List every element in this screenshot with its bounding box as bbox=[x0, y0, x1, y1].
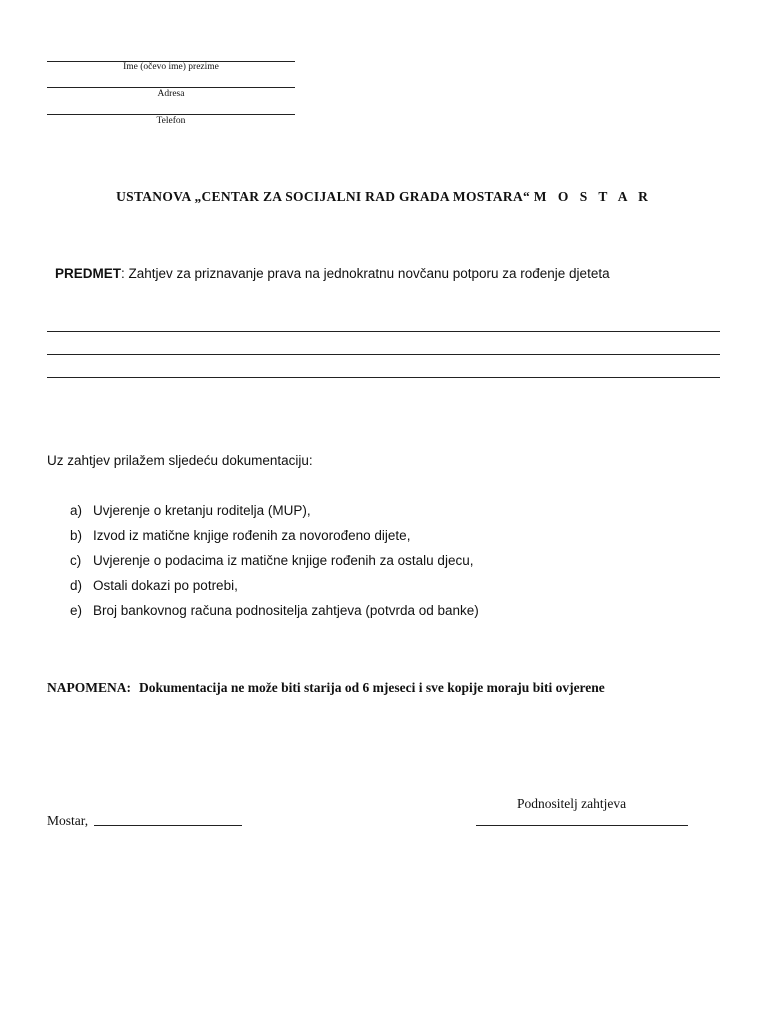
list-item-letter: a) bbox=[70, 503, 83, 518]
institution-city: M O S T A R bbox=[533, 189, 652, 204]
institution-heading bbox=[0, 189, 768, 205]
list-item bbox=[70, 602, 479, 627]
list-item bbox=[70, 552, 479, 577]
list-item-text: Uvjerenje o podacima iz matične knjige rođenih za ostalu djecu, bbox=[93, 553, 474, 568]
subject-label: PREDMET bbox=[55, 266, 122, 281]
list-item-text: Uvjerenje o kretanju roditelja (MUP), bbox=[93, 503, 311, 518]
list-item bbox=[70, 502, 479, 527]
note-text: Dokumentacija ne može biti starija od 6 mjeseci i sve kopije moraju biti ovjerene bbox=[139, 680, 605, 695]
applicant-label: Podnositelj zahtjeva bbox=[517, 796, 627, 811]
subject-line bbox=[55, 266, 610, 281]
subject-text: : Zahtjev za priznavanje prava na jednokratnu novčanu potporu za rođenje djeteta bbox=[121, 266, 610, 281]
list-item-text: Izvod iz matične knjige rođenih za novorođeno dijete, bbox=[93, 528, 411, 543]
list-item bbox=[70, 577, 479, 602]
blank-line-2 bbox=[47, 354, 720, 355]
list-item-letter: e) bbox=[70, 603, 83, 618]
attachments-intro: Uz zahtjev prilažem sljedeću dokumentaciju: bbox=[47, 453, 313, 468]
address-label: Adresa bbox=[157, 89, 185, 99]
list-item-letter: b) bbox=[70, 528, 83, 543]
list-item-letter: d) bbox=[70, 578, 83, 593]
blank-line-1 bbox=[47, 331, 720, 332]
signature-line bbox=[476, 825, 688, 826]
name-label: Ime (očevo ime) prezime bbox=[123, 62, 219, 72]
note-label: NAPOMENA: bbox=[47, 680, 131, 695]
phone-label: Telefon bbox=[156, 116, 186, 126]
institution-name: USTANOVA „CENTAR ZA SOCIJALNI RAD GRADA MOSTARA“ bbox=[116, 189, 531, 204]
note-line bbox=[47, 680, 605, 696]
blank-line-3 bbox=[47, 377, 720, 378]
list-item-letter: c) bbox=[70, 553, 82, 568]
place-label: Mostar, bbox=[47, 813, 89, 828]
attachments-list bbox=[70, 502, 479, 627]
list-item bbox=[70, 527, 479, 552]
list-item-text: Ostali dokazi po potrebi, bbox=[93, 578, 238, 593]
date-line bbox=[94, 825, 242, 826]
list-item-text: Broj bankovnog računa podnositelja zahtjeva (potvrda od banke) bbox=[93, 603, 479, 618]
